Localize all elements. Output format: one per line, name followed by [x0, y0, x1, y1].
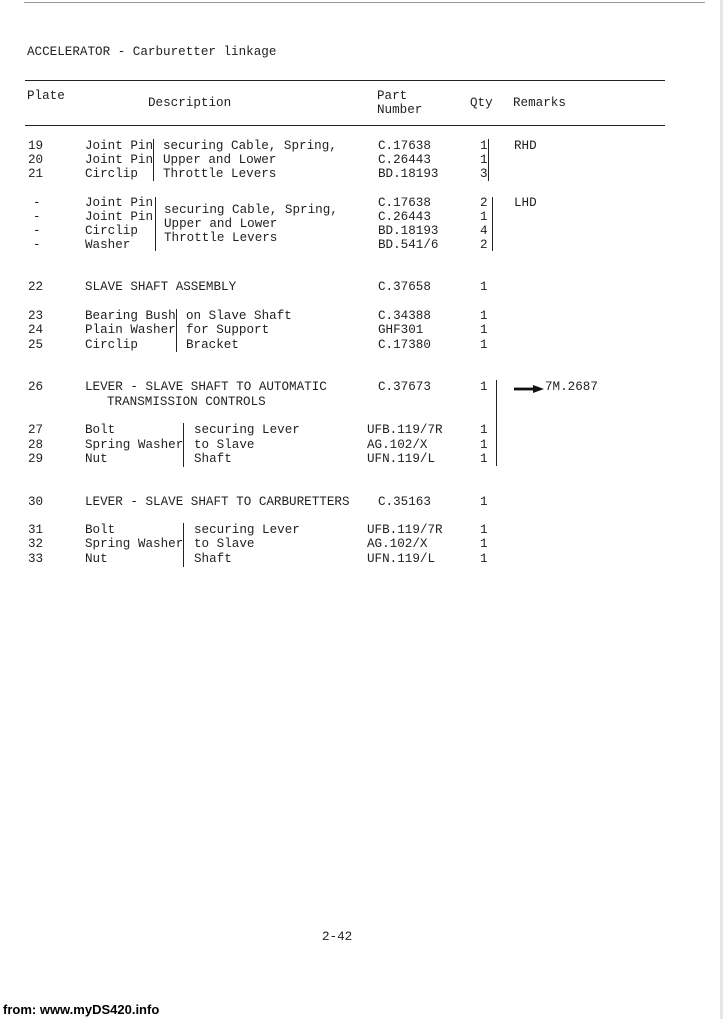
plate-number: 30: [28, 495, 44, 509]
part-number: UFN.119/L: [367, 552, 436, 566]
quantity: 1: [480, 280, 488, 294]
plate-number: 32: [28, 537, 44, 551]
col-header-part-number: Part Number: [377, 89, 423, 117]
description: Joint Pin: [85, 196, 154, 210]
plate-number: 24: [28, 323, 44, 337]
remark-lhd: LHD: [514, 196, 537, 210]
page-title: ACCELERATOR - Carburetter linkage: [27, 45, 277, 59]
description-note: Throttle Levers: [164, 231, 278, 245]
part-number: AG.102/X: [367, 537, 428, 551]
part-number: UFN.119/L: [367, 452, 436, 466]
description-note: Throttle Levers: [163, 167, 277, 181]
header-top-rule: [25, 80, 665, 81]
description: Spring Washer: [85, 438, 184, 452]
description-note: to Slave: [194, 438, 255, 452]
description: Plain Washer: [85, 323, 176, 337]
description-note: securing Cable, Spring,: [163, 139, 337, 153]
quantity: 1: [480, 338, 488, 352]
plate-number: 33: [28, 552, 44, 566]
description-note: for Support: [186, 323, 270, 337]
remark-bracket-line: [488, 139, 489, 181]
quantity: 1: [480, 495, 488, 509]
description-note: Bracket: [186, 338, 239, 352]
page-number: 2-42: [322, 930, 353, 944]
description-note: Shaft: [194, 452, 232, 466]
description: SLAVE SHAFT ASSEMBLY: [85, 280, 237, 294]
description: Nut: [85, 452, 108, 466]
part-number: C.26443: [378, 210, 431, 224]
top-edge-rule: [24, 2, 705, 3]
bracket-line: [153, 139, 154, 181]
description: Bolt: [85, 423, 116, 437]
part-number: C.17638: [378, 139, 431, 153]
part-number: UFB.119/7R: [367, 523, 443, 537]
remark-reference: 7M.2687: [545, 380, 598, 394]
plate-number: 28: [28, 438, 44, 452]
description-note: Upper and Lower: [164, 217, 278, 231]
part-number: AG.102/X: [367, 438, 428, 452]
description-note: securing Cable, Spring,: [164, 203, 338, 217]
plate-number: 21: [28, 167, 44, 181]
quantity: 1: [480, 309, 488, 323]
quantity: 1: [480, 552, 488, 566]
description: LEVER - SLAVE SHAFT TO AUTOMATIC: [85, 380, 327, 394]
description-note: securing Lever: [194, 523, 300, 537]
bracket-line: [183, 423, 184, 467]
plate-dash: -: [33, 196, 41, 210]
remark-bracket-line: [492, 197, 493, 251]
source-footer: from: www.myDS420.info: [3, 1002, 160, 1017]
arrow-right-icon: [514, 385, 544, 393]
part-number: BD.541/6: [378, 238, 439, 252]
plate-dash: -: [33, 238, 41, 252]
description-continuation: TRANSMISSION CONTROLS: [107, 395, 266, 409]
description: Bearing Bush: [85, 309, 176, 323]
quantity: 2: [480, 196, 488, 210]
quantity: 1: [480, 323, 488, 337]
description: LEVER - SLAVE SHAFT TO CARBURETTERS: [85, 495, 350, 509]
quantity: 1: [480, 452, 488, 466]
part-number: UFB.119/7R: [367, 423, 443, 437]
quantity: 4: [480, 224, 488, 238]
part-number: C.26443: [378, 153, 431, 167]
plate-number: 23: [28, 309, 44, 323]
col-header-qty: Qty: [470, 96, 493, 110]
description: Spring Washer: [85, 537, 184, 551]
quantity: 1: [480, 523, 488, 537]
description: Joint Pin: [85, 210, 154, 224]
description-note: securing Lever: [194, 423, 300, 437]
col-header-plate: Plate: [27, 89, 65, 103]
part-number: C.35163: [378, 495, 431, 509]
description-note: Upper and Lower: [163, 153, 277, 167]
plate-number: 20: [28, 153, 44, 167]
header-bottom-rule: [25, 125, 665, 126]
plate-number: 31: [28, 523, 44, 537]
description: Joint Pin: [85, 139, 154, 153]
quantity: 1: [480, 537, 488, 551]
quantity: 3: [480, 167, 488, 181]
part-number: BD.18193: [378, 167, 439, 181]
plate-dash: -: [33, 210, 41, 224]
remark-rhd: RHD: [514, 139, 537, 153]
plate-dash: -: [33, 224, 41, 238]
plate-number: 27: [28, 423, 44, 437]
description: Bolt: [85, 523, 116, 537]
description: Washer: [85, 238, 131, 252]
quantity: 1: [480, 380, 488, 394]
part-number: GHF301: [378, 323, 424, 337]
description: Circlip: [85, 338, 138, 352]
bracket-line: [183, 523, 184, 567]
bracket-line: [155, 197, 156, 251]
remark-bracket-line: [496, 380, 497, 466]
plate-number: 26: [28, 380, 44, 394]
quantity: 1: [480, 210, 488, 224]
part-number: BD.18193: [378, 224, 439, 238]
part-number: C.34388: [378, 309, 431, 323]
description: Circlip: [85, 167, 138, 181]
quantity: 1: [480, 139, 488, 153]
plate-number: 19: [28, 139, 44, 153]
description: Joint Pin: [85, 153, 154, 167]
part-number: C.17638: [378, 196, 431, 210]
description-note: Shaft: [194, 552, 232, 566]
part-number: C.37673: [378, 380, 431, 394]
quantity: 1: [480, 153, 488, 167]
col-header-remarks: Remarks: [513, 96, 566, 110]
plate-number: 22: [28, 280, 44, 294]
description: Nut: [85, 552, 108, 566]
quantity: 2: [480, 238, 488, 252]
plate-number: 25: [28, 338, 44, 352]
quantity: 1: [480, 438, 488, 452]
col-header-description: Description: [148, 96, 232, 110]
part-number: C.37658: [378, 280, 431, 294]
description-note: on Slave Shaft: [186, 309, 292, 323]
quantity: 1: [480, 423, 488, 437]
description-note: to Slave: [194, 537, 255, 551]
bracket-line: [176, 309, 177, 352]
part-number: C.17380: [378, 338, 431, 352]
description: Circlip: [85, 224, 138, 238]
plate-number: 29: [28, 452, 44, 466]
